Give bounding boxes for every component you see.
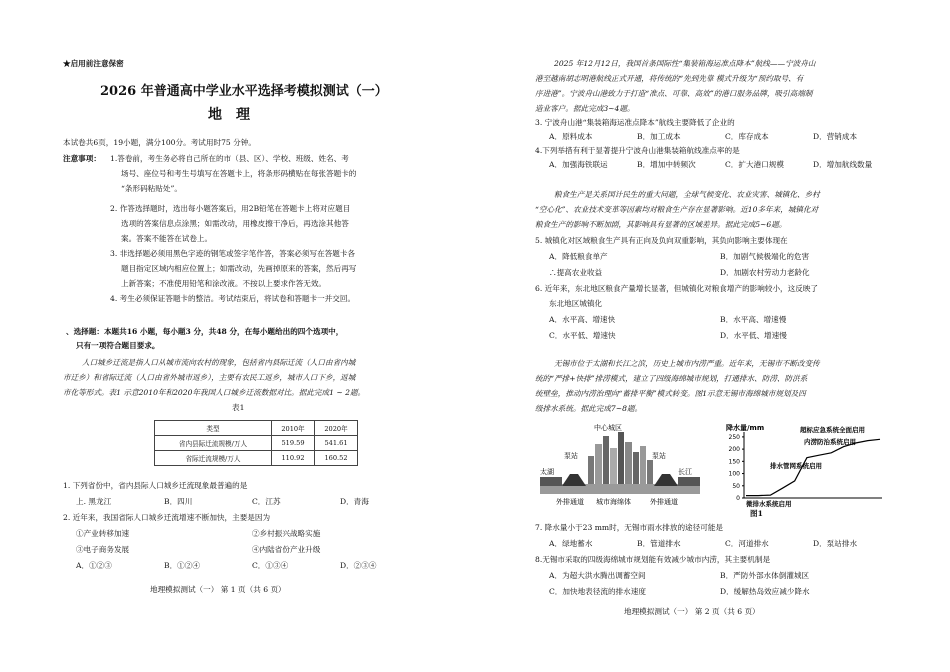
y-tick-label: 250 bbox=[728, 433, 740, 441]
question-2-options bbox=[76, 560, 428, 571]
option[interactable]: A．降低粮食单产 bbox=[549, 252, 608, 261]
option[interactable]: B．加工成本 bbox=[637, 132, 681, 141]
question-3-options bbox=[549, 131, 901, 142]
building bbox=[588, 456, 594, 484]
option[interactable]: C．江苏 bbox=[252, 497, 281, 506]
annotation: 内涝防治系统启用 bbox=[804, 438, 856, 446]
table-cell: 160.52 bbox=[315, 451, 358, 466]
option[interactable]: C．河道排水 bbox=[725, 539, 769, 548]
q2-item: ③电子商务发展 bbox=[76, 545, 130, 554]
building bbox=[618, 432, 624, 484]
option[interactable]: D．②③④ bbox=[340, 561, 377, 570]
river-label: 长江 bbox=[678, 468, 692, 476]
option[interactable]: C．加快地表径流的排水速度 bbox=[549, 587, 646, 596]
option[interactable]: B．增加中转频次 bbox=[637, 160, 696, 169]
question-7-options bbox=[549, 538, 901, 549]
question-5-stem: 5. 城镇化对区域粮食生产具有正向及负向双重影响，其负向影响主要体现在 bbox=[535, 236, 788, 245]
building bbox=[640, 446, 646, 484]
notice-line: “条形码粘贴处”。 bbox=[121, 184, 182, 193]
table-cell: 541.61 bbox=[315, 436, 358, 451]
passage-line: 市迁乡）和省际迁流（人口由省外城市返乡），主要有农民工返乡，城市人口下乡，返城 bbox=[63, 373, 356, 382]
passage-line: 市化等形式。表1 示意2010年和2020年我国人口城乡迁流数据对比。据此完成1 ~ 2题。 bbox=[63, 388, 366, 397]
passage-line: 粮食生产的影响不断加剧，其影响具有显著的区域差异。据此完成5~6题。 bbox=[535, 220, 787, 229]
passage-line: 统的“严排+快排”排涝模式，建立了四级海绵城市规划，打通排水、防涝、防洪系 bbox=[535, 374, 808, 383]
y-tick-label: 150 bbox=[728, 458, 740, 466]
option[interactable]: C．扩大港口规模 bbox=[725, 160, 784, 169]
question-3-stem: 3. 宁波舟山港“集装箱海运准点降本”航线主要降低了企业的 bbox=[535, 118, 735, 127]
table-row bbox=[155, 451, 358, 466]
annotation: 微排水系统启用 bbox=[746, 500, 792, 508]
page-footer: 地理模拟测试（一） 第 2 页（共 6 页） bbox=[624, 607, 760, 616]
section-heading: 、选择题：本题共16 小题，每小题3 分，共48 分，在每小题给出的四个选项中， bbox=[66, 327, 344, 336]
question-4-stem: 4.下列举措有利于显著提升宁波舟山港集装箱航线准点率的是 bbox=[535, 146, 740, 155]
question-1-stem: 1. 下列省份中，省内县际人口城乡迁流现象最普遍的是 bbox=[63, 481, 248, 490]
notice-line: 题目指定区域内相应位置上；如需改动，先画掉原来的答案，然后再写 bbox=[121, 264, 357, 273]
option[interactable]: A．绿地蓄水 bbox=[549, 539, 593, 548]
passage-line: “空心化”、农业技术变革等因素均对粮食生产存在显著影响。近10多年来，城镇化对 bbox=[535, 205, 819, 214]
passage-line: 港至越南胡志明港航线正式开通，将传统的“先到先靠 模式升级为“预约取号、有 bbox=[535, 74, 804, 83]
option[interactable]: 上. 黑龙江 bbox=[76, 497, 112, 506]
center-label: 中心城区 bbox=[594, 424, 622, 432]
question-1-options bbox=[76, 496, 428, 507]
sponge-label: 城市海绵体 bbox=[596, 498, 631, 506]
passage-line: 造业客户。据此完成3~4题。 bbox=[535, 104, 635, 113]
table-cell: 110.92 bbox=[272, 451, 315, 466]
option[interactable]: B．严防外部水体倒灌城区 bbox=[720, 571, 810, 580]
annotation: 排水管网系统启用 bbox=[770, 462, 822, 470]
annotation: 超标应急系统全面启用 bbox=[800, 426, 865, 434]
y-axis-label: 降水量/mm bbox=[726, 424, 765, 432]
option[interactable]: B．管道排水 bbox=[637, 539, 681, 548]
question-7-stem: 7. 降水量小于23 mm时，无锡市雨水排放的途径可能是 bbox=[535, 523, 724, 532]
option[interactable]: A．为超大洪水腾出调蓄空间 bbox=[549, 571, 646, 580]
table-header: 2020年 bbox=[315, 421, 358, 436]
q2-item: ①产业转移加速 bbox=[76, 529, 130, 538]
figure-caption: 图1 bbox=[750, 509, 763, 518]
passage-line: 无锡市位于太湖和长江之滨，历史上城市内涝严重。近年来，无锡市不断改变传 bbox=[554, 359, 820, 368]
question-6-stem: 6. 近年来，东北地区粮食产量增长显著，但城镇化对粮食增产的影响较小，这反映了 bbox=[535, 284, 819, 293]
y-tick-label: 200 bbox=[728, 446, 740, 454]
notice-line: 1.答卷前，考生务必将自己所在的市（县、区）、学校、班级、姓名、考 bbox=[110, 154, 349, 163]
passage-line: 级排水系统。据此完成7~8题。 bbox=[535, 404, 643, 413]
levee-label: 外排通道 bbox=[650, 498, 678, 506]
option[interactable]: D．增加航线数量 bbox=[813, 160, 873, 169]
q2-item: ④内陆省份产业升级 bbox=[252, 545, 321, 554]
building bbox=[610, 448, 617, 484]
table-cell: 省内县际迁流规模/万人 bbox=[155, 436, 272, 451]
building bbox=[595, 444, 602, 484]
notice-line: 4. 考生必须保证答题卡的整洁。考试结束后，将试卷和答题卡一并交回。 bbox=[110, 294, 356, 303]
table-caption: 表1 bbox=[232, 403, 245, 412]
table-cell: 519.59 bbox=[272, 436, 315, 451]
notice-label: 注意事项： bbox=[63, 154, 101, 163]
option[interactable]: D．缓解热岛效应减少降水 bbox=[720, 587, 810, 596]
option[interactable]: D．营销成本 bbox=[813, 132, 858, 141]
option[interactable]: B．①②④ bbox=[164, 561, 200, 570]
levee-right bbox=[654, 474, 678, 486]
option[interactable]: A．①②③ bbox=[76, 561, 112, 570]
data-table bbox=[154, 420, 358, 466]
lake-label: 太湖 bbox=[540, 468, 554, 476]
exam-intro: 本试卷共6页，19小题，满分100分。考试用时75 分钟。 bbox=[63, 138, 256, 147]
levee-label: 外排通道 bbox=[556, 498, 584, 506]
notice-line: 案。答案不能答在试卷上。 bbox=[121, 234, 213, 243]
option[interactable]: A．加强海铁联运 bbox=[549, 160, 608, 169]
option[interactable]: ∴提高农业收益 bbox=[549, 268, 603, 277]
y-ticks bbox=[729, 434, 744, 502]
notice-line: 3. 非选择题必须用黑色字迹的钢笔或签字笔作答，答案必须写在答题卡各 bbox=[110, 249, 356, 258]
levee-left bbox=[562, 474, 586, 486]
river-water bbox=[678, 477, 700, 486]
notice-line: 2. 作答选择题时，选出每小题答案后，用2B铅笔在答题卡上将对应题目 bbox=[110, 204, 351, 213]
table-header: 类型 bbox=[155, 421, 272, 436]
y-tick-label: 50 bbox=[732, 482, 740, 490]
notice-line: 场号、座位号和考生号填写在答题卡上，将条形码横贴在每张答题卡的 bbox=[121, 169, 357, 178]
passage-line: 统壁垒，推动内涝治理向“蓄排平衡”模式转变。图1示意无锡市海绵城市规划及四 bbox=[535, 389, 806, 398]
table-cell: 省际迁流规模/万人 bbox=[155, 451, 272, 466]
confidential-mark: ★启用前注意保密 bbox=[63, 59, 124, 68]
question-2-stem: 2. 近年来，我国省际人口城乡迁流增速不断加快，主要是因为 bbox=[63, 513, 271, 522]
option[interactable]: C．①③④ bbox=[252, 561, 289, 570]
option[interactable]: D．青海 bbox=[340, 497, 369, 506]
question-4-options bbox=[549, 159, 901, 170]
option[interactable]: B．加剧气候极端化的危害 bbox=[720, 252, 810, 261]
passage-line: 人口城乡迁流是指人口从城市流向农村的现象，包括省内县际迁流（人口由省内城 bbox=[82, 358, 356, 367]
option[interactable]: D．水平低、增速慢 bbox=[720, 331, 787, 340]
option[interactable]: A．原料成本 bbox=[549, 132, 593, 141]
notice-line: 上新答案；不准使用铅笔和涂改液。不按以上要求作答无效。 bbox=[121, 279, 327, 288]
table-header: 2010年 bbox=[272, 421, 315, 436]
table-header-row bbox=[155, 421, 358, 436]
sponge-city-diagram bbox=[540, 422, 700, 508]
option[interactable]: C．水平低、增速快 bbox=[549, 331, 616, 340]
page-footer: 地理模拟测试（一） 第 1 页（共 6 页） bbox=[150, 585, 286, 594]
option[interactable]: B．四川 bbox=[164, 497, 193, 506]
passage-line: 序进港”。宁波舟山港致力于打造“准点、可靠、高效”的港口服务品牌，吸引高端制 bbox=[535, 89, 813, 98]
option[interactable]: D．泵站排水 bbox=[813, 539, 858, 548]
passage-line: 粮食生产是关系国计民生的重大问题，全球气候变化、农业灾害、城镇化、乡村 bbox=[554, 190, 820, 199]
building bbox=[633, 452, 639, 484]
pump-label: 泵站 bbox=[564, 452, 578, 460]
building bbox=[647, 460, 653, 484]
notice-line: 选项的答案信息点涂黑；如需改动，用橡皮擦干净后，再选涂其他答 bbox=[121, 219, 349, 228]
exam-title: 2026 年普通高中学业水平选择考模拟测试（一） bbox=[100, 84, 388, 99]
question-8-stem: 8.无锡市采取的四级海绵城市规划能有效减少城市内涝，其主要机制是 bbox=[535, 555, 771, 564]
pump-label: 泵站 bbox=[652, 452, 666, 460]
lake-water bbox=[540, 477, 562, 486]
option[interactable]: B．水平高、增速慢 bbox=[720, 315, 787, 324]
building bbox=[625, 442, 632, 484]
option[interactable]: C．库存成本 bbox=[725, 132, 769, 141]
subject-title: 地理 bbox=[208, 107, 264, 123]
option[interactable]: D．加剧农村劳动力老龄化 bbox=[720, 268, 810, 277]
y-tick-label: 0 bbox=[736, 495, 740, 502]
y-tick-label: 100 bbox=[728, 470, 740, 478]
question-6-stem: 东北地区城镇化 bbox=[549, 299, 603, 308]
precipitation-chart bbox=[706, 422, 886, 508]
table-row bbox=[155, 436, 358, 451]
passage-line: 2025 年12月12日，我国首条国际性“集装箱海运准点降本”航线——宁波舟山 bbox=[554, 59, 816, 68]
building bbox=[603, 436, 609, 484]
section-heading: 只有一项符合题目要求。 bbox=[76, 341, 160, 350]
option[interactable]: A．水平高、增速快 bbox=[549, 315, 616, 324]
q2-item: ②乡村振兴战略实施 bbox=[252, 529, 321, 538]
